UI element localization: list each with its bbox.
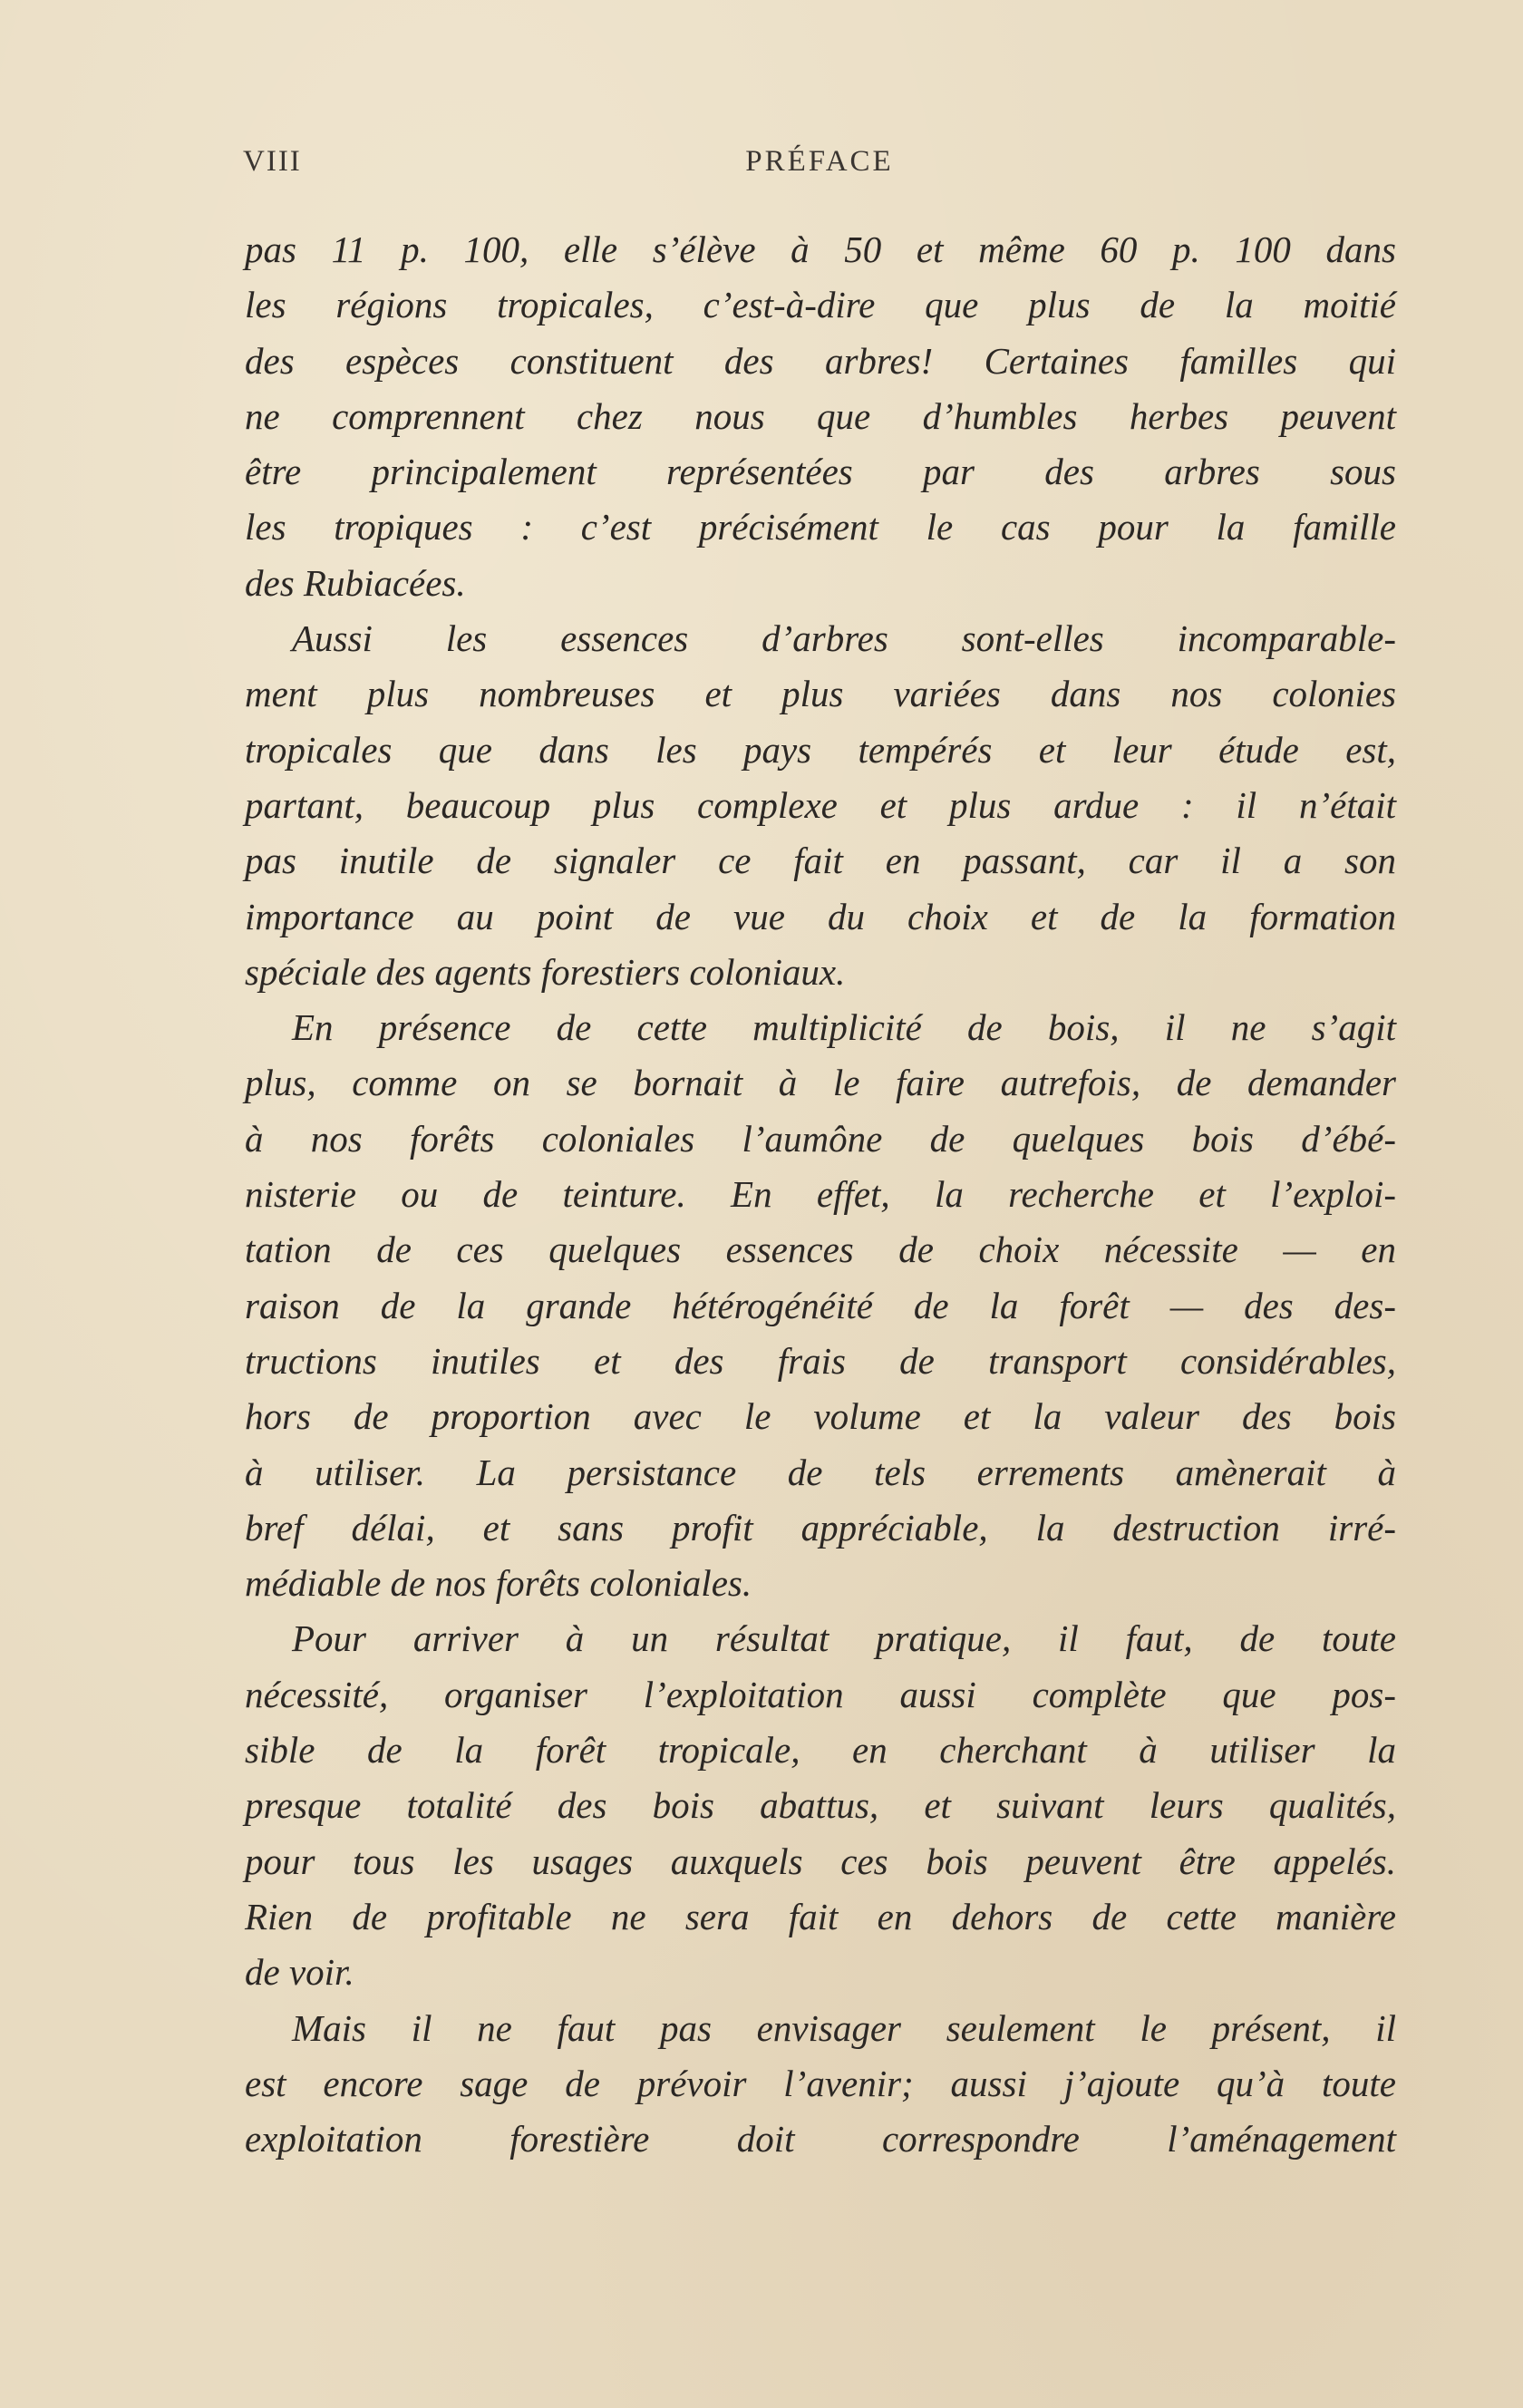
paragraph-first-line: En présence de cette multiplicité de bois, il ne s’agit: [292, 1006, 1396, 1049]
text-line: les tropiques : c’est précisément le cas pour la famille: [245, 506, 1396, 549]
text-line: nisterie ou de teinture. En effet, la recherche et l’exploi-: [245, 1173, 1396, 1216]
text-line: Rien de profitable ne sera fait en dehors de cette manière: [245, 1895, 1396, 1937]
text-line: est encore sage de prévoir l’avenir; aussi j’ajoute qu’à toute: [245, 2062, 1396, 2104]
text-line: sible de la forêt tropicale, en cherchant à utiliser la: [245, 1729, 1396, 1772]
text-line: à nos forêts coloniales l’aumône de quelques bois d’ébé-: [245, 1117, 1396, 1160]
text-line: ment plus nombreuses et plus variées dans nos colonies: [245, 673, 1396, 715]
text-line: exploitation forestière doit correspondre l’aménagement: [245, 2118, 1396, 2160]
text-line: pas 11 p. 100, elle s’élève à 50 et même 60 p. 100 dans: [245, 228, 1396, 270]
text-line: pour tous les usages auxquels ces bois peuvent être appelés.: [245, 1840, 1396, 1882]
body-text: [245, 222, 1396, 2167]
text-line: hors de proportion avec le volume et la valeur des bois: [245, 1395, 1396, 1438]
text-line: presque totalité des bois abattus, et suivant leurs qualités,: [245, 1784, 1396, 1827]
text-line: partant, beaucoup plus complexe et plus ardue : il n’était: [245, 783, 1396, 826]
text-line: pas inutile de signaler ce fait en passant, car il a son: [245, 840, 1396, 882]
running-head-title: PRÉFACE: [745, 145, 894, 178]
text-line: des Rubiacées.: [245, 561, 466, 604]
text-line: des espèces constituent des arbres! Certaines familles qui: [245, 339, 1396, 382]
text-line: importance au point de vue du choix et de la formation: [245, 895, 1396, 937]
text-line: être principalement représentées par des arbres sous: [245, 451, 1396, 493]
text-line: ne comprennent chez nous que d’humbles herbes peuvent: [245, 394, 1396, 437]
text-line: plus, comme on se bornait à le faire autrefois, de demander: [245, 1062, 1396, 1104]
text-line: tation de ces quelques essences de choix nécessite — en: [245, 1228, 1396, 1271]
paragraph-first-line: Aussi les essences d’arbres sont-elles incomparable-: [292, 617, 1396, 660]
page-number: VIII: [243, 145, 302, 178]
text-line: spéciale des agents forestiers coloniaux.: [245, 950, 846, 993]
text-line: tropicales que dans les pays tempérés et leur étude est,: [245, 728, 1396, 771]
paragraph-first-line: Mais il ne faut pas envisager seulement le présent, il: [292, 2006, 1396, 2049]
running-head: [243, 145, 1396, 190]
text-line: nécessité, organiser l’exploitation aussi complète que pos-: [245, 1673, 1396, 1715]
paragraph-first-line: Pour arriver à un résultat pratique, il faut, de toute: [292, 1617, 1396, 1660]
text-line: raison de la grande hétérogénéité de la forêt — des des-: [245, 1284, 1396, 1326]
text-line: de voir.: [245, 1951, 354, 1994]
text-line: les régions tropicales, c’est-à-dire que plus de la moitié: [245, 284, 1396, 326]
text-line: médiable de nos forêts coloniales.: [245, 1562, 752, 1605]
text-line: à utiliser. La persistance de tels errements amènerait à: [245, 1451, 1396, 1493]
text-line: tructions inutiles et des frais de transport considérables,: [245, 1339, 1396, 1382]
text-line: bref délai, et sans profit appréciable, la destruction irré-: [245, 1506, 1396, 1549]
